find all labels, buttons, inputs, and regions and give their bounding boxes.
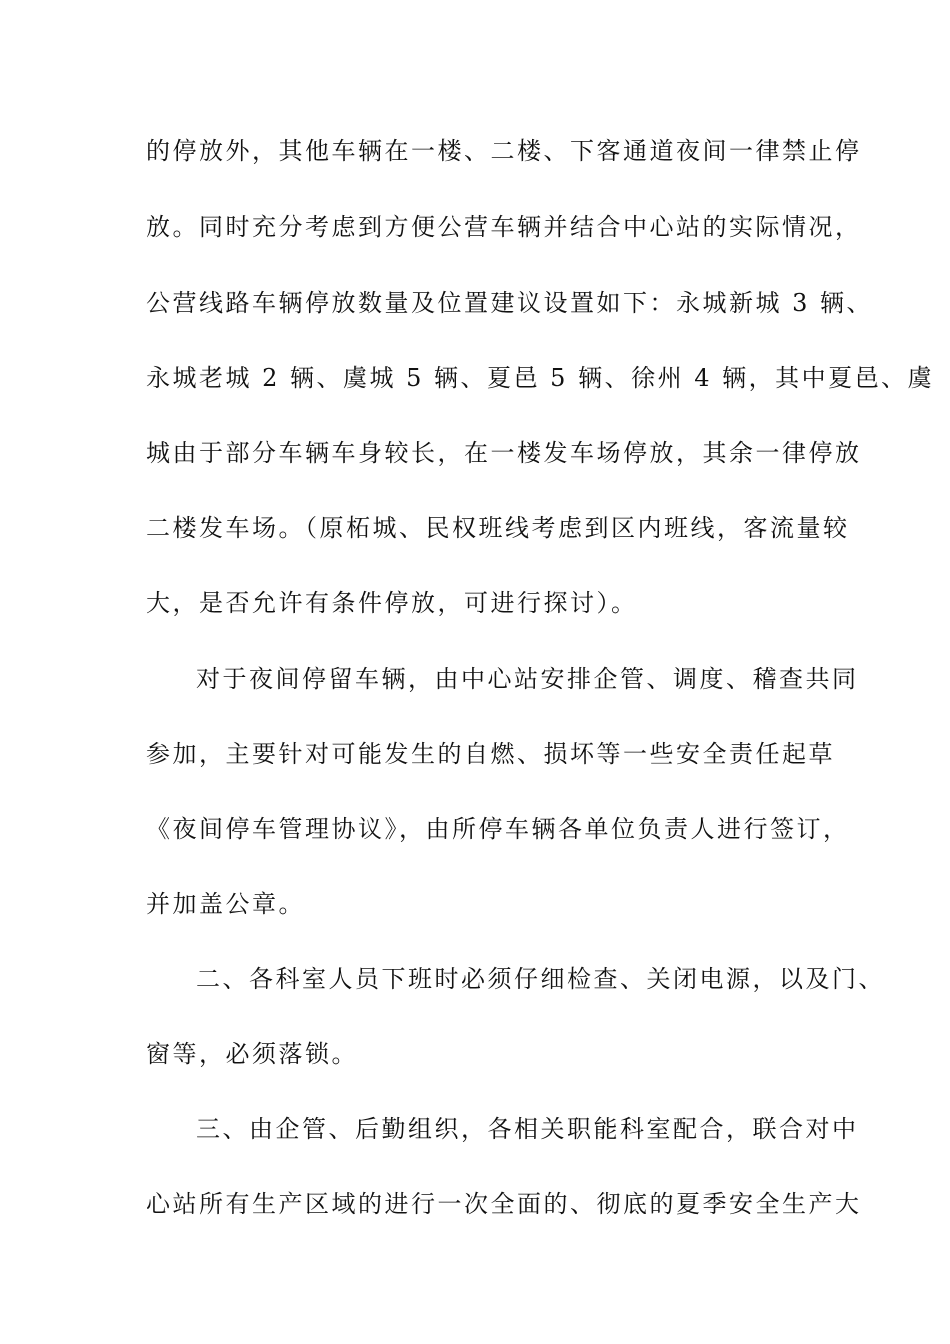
paragraph-first-line: 二、各科室人员下班时必须仔细检查、关闭电源，以及门、 [196,965,885,993]
text-line: 城由于部分车辆车身较长，在一楼发车场停放，其余一律停放 [146,439,862,467]
text-line: 心站所有生产区域的进行一次全面的、彻底的夏季安全生产大 [146,1190,862,1218]
text-line: 的停放外，其他车辆在一楼、二楼、下客通道夜间一律禁止停 [146,137,862,165]
text-line: 公营线路车辆停放数量及位置建议设置如下：永城新城 3 辆、 [146,289,874,317]
paragraph-first-line: 对于夜间停留车辆，由中心站安排企管、调度、稽查共同 [196,665,859,693]
text-line: 大，是否允许有条件停放，可进行探讨）。 [146,589,638,617]
text-line: 永城老城 2 辆、虞城 5 辆、夏邑 5 辆、徐州 4 辆，其中夏邑、虞 [146,364,935,392]
text-line: 参加，主要针对可能发生的自燃、损坏等一些安全责任起草 [146,740,835,768]
text-line: 《夜间停车管理协议》，由所停车辆各单位负责人进行签订， [146,815,850,843]
text-line: 窗等，必须落锁。 [146,1040,358,1068]
paragraph-first-line: 三、由企管、后勤组织，各相关职能科室配合，联合对中 [196,1115,859,1143]
text-line: 并加盖公章。 [146,890,305,918]
text-line: 放。同时充分考虑到方便公营车辆并结合中心站的实际情况， [146,213,862,241]
text-line: 二楼发车场。（原柘城、民权班线考虑到区内班线，客流量较 [146,514,850,542]
